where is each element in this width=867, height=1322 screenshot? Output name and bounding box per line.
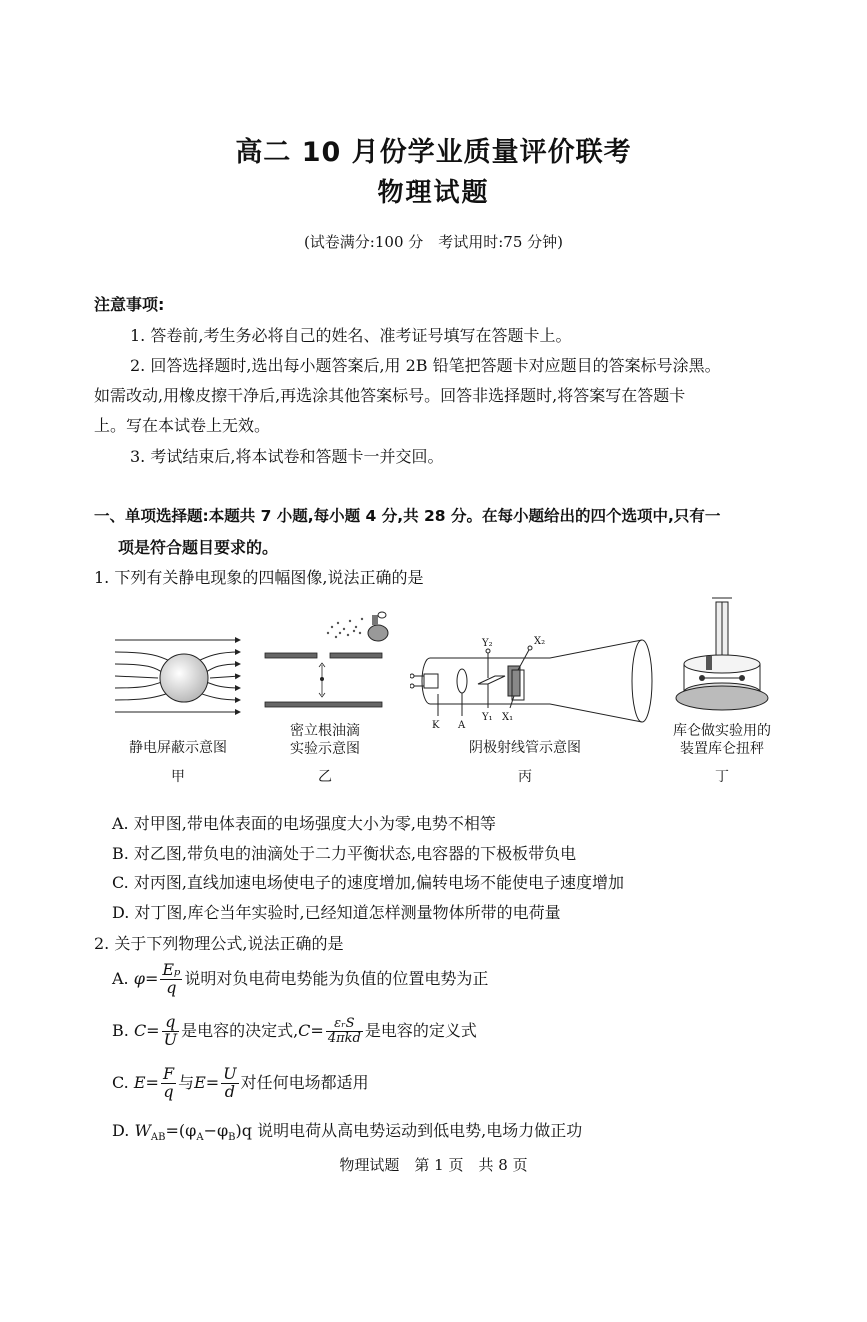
figure-jia-caption: 静电屏蔽示意图 (129, 740, 227, 756)
notice-item-3: 3. 考试结束后,将本试卷和答题卡一并交回。 (130, 447, 444, 466)
figure-ding-label: 丁 (715, 769, 729, 785)
figure-jia-shielding (110, 628, 245, 728)
q1-option-d: D. 对丁图,库仑当年实验时,已经知道怎样测量物体所带的电荷量 (112, 903, 561, 922)
q2-option-d: D. $W_{AB}=(\varphi_A-\varphi_B)q$ 说明电荷从高电势运动到低电势,电场力做正功 (112, 1121, 583, 1144)
q2-option-a: A. φ= $\frac{\text{Eₚ}}{q}$ 说明对负电荷电势能为负值的位置电势为正 (112, 960, 489, 997)
q2-option-c: C. E= $\frac{F}{q}$ 与E= $\frac{U}{d}$ 对任何电场都适用 (112, 1064, 369, 1101)
figure-yi-millikan (260, 605, 390, 715)
figure-yi-label: 乙 (318, 769, 332, 785)
notice-item-2-cont: 如需改动,用橡皮擦干净后,再选涂其他答案标号。回答非选择题时,将答案写在答题卡 (94, 386, 686, 405)
exam-info: (试卷满分:100 分 考试用时:75 分钟) (303, 233, 564, 251)
figure-yi-caption-2: 实验示意图 (290, 741, 360, 757)
crt-mark-a: A (458, 720, 466, 731)
q1-option-c: C. 对丙图,直线加速电场使电子的速度增加,偏转电场不能使电子速度增加 (112, 873, 625, 892)
crt-mark-x2: X₂ (534, 636, 546, 647)
figure-ding-caption-2: 装置库仑扭秤 (680, 741, 764, 757)
section1-heading: 一、单项选择题:本题共 7 小题,每小题 4 分,共 28 分。在每小题给出的四个选项中,只有一 (94, 507, 721, 525)
crt-mark-y1: Y₁ (482, 712, 493, 723)
exam-title: 高二 10 月份学业质量评价联考 (235, 137, 632, 168)
crt-mark-y2: Y₂ (482, 638, 493, 649)
q1-option-a: A. 对甲图,带电体表面的电场强度大小为零,电势不相等 (112, 814, 496, 833)
figure-ding-caption-1: 库仑做实验用的 (673, 723, 771, 739)
subject-title: 物理试题 (377, 178, 490, 208)
notice-item-2-end: 上。写在本试卷上无效。 (94, 416, 271, 435)
figure-jia-label: 甲 (171, 769, 185, 785)
q2-option-b: B. C= $\frac{q}{U}$ 是电容的决定式,C= $\frac{\text{εᵣS}}{\text{4πkd}}$ 是电容的定义式 (112, 1012, 477, 1049)
q2-stem: 2. 关于下列物理公式,说法正确的是 (94, 934, 344, 953)
figure-bing-crt (410, 636, 655, 736)
notice-item-1: 1. 答卷前,考生务必将自己的姓名、准考证号填写在答题卡上。 (130, 326, 572, 345)
q1-stem: 1. 下列有关静电现象的四幅图像,说法正确的是 (94, 568, 424, 587)
figure-bing-caption: 阴极射线管示意图 (469, 740, 581, 756)
crt-mark-k: K (432, 720, 440, 731)
notice-item-2: 2. 回答选择题时,选出每小题答案后,用 2B 铅笔把答题卡对应题目的答案标号涂黑。 (130, 356, 721, 375)
figure-ding-torsion-balance (672, 592, 772, 716)
figure-yi-caption-1: 密立根油滴 (290, 723, 360, 739)
notice-heading: 注意事项: (94, 295, 165, 314)
page-footer: 物理试题 第 1 页 共 8 页 (339, 1156, 528, 1174)
section1-heading-cont: 项是符合题目要求的。 (118, 538, 279, 557)
crt-mark-x1: X₁ (502, 712, 514, 723)
figure-bing-label: 丙 (518, 769, 532, 785)
q1-option-b: B. 对乙图,带负电的油滴处于二力平衡状态,电容器的下极板带负电 (112, 844, 577, 863)
